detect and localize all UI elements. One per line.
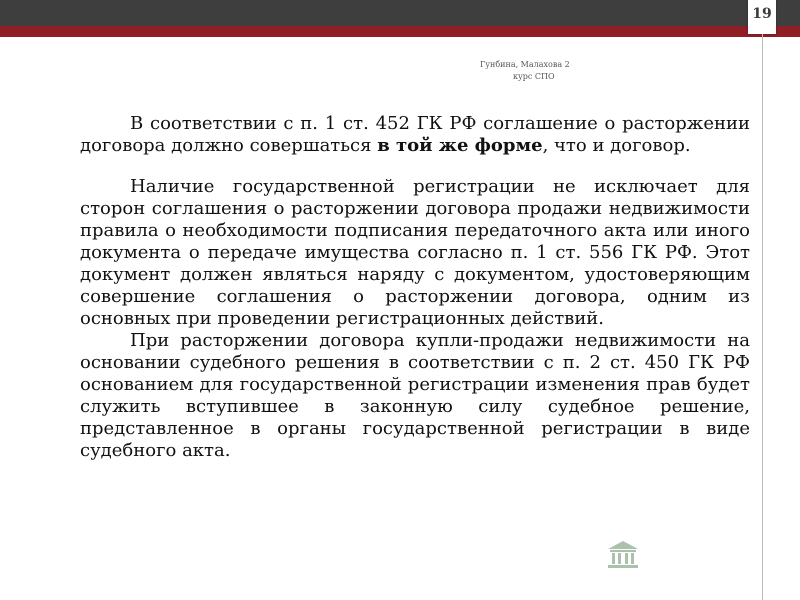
slide-body <box>80 113 750 462</box>
right-margin-line <box>762 34 763 600</box>
author-note <box>455 59 605 83</box>
author-note-line-1: Гунбина, Малахова 2 <box>480 60 570 69</box>
header-accent-band <box>0 26 800 37</box>
paragraph-court-decision: При расторжении договора купли-продажи недвижимости на основании судебного решения в соответствии с п. 2 ст. 450 ГК РФ основанием для государственной регистрации изменения прав будет служить вступившее в законную силу судебное решение, представленное в органы государственной регистрации в виде судебного акта. <box>80 330 750 461</box>
paragraph-form-requirement <box>80 113 750 157</box>
page-number: 19 <box>752 6 772 22</box>
header-dark-band <box>0 0 800 26</box>
author-note-line-2: курс СПО <box>513 72 555 81</box>
paragraph-registration: Наличие государственной регистрации не исключает для сторон соглашения о расторжении договора продажи недвижимости правила о необходимости подписания передаточного акта или иного документа о передаче имущества согласно п. 1 ст. 556 ГК РФ. Этот документ должен являться наряду с документом, удостоверяющим совершение соглашения о расторжении договора, одним из основных при проведении регистрационных действий. <box>80 176 750 329</box>
paragraph-1-end: , что и договор. <box>542 135 691 156</box>
paragraph-1-start: В соответствии с п. 1 ст. 452 ГК РФ соглашение о расторжении договора должно совершаться <box>80 113 750 156</box>
building-watermark-icon <box>606 540 640 570</box>
paragraph-1-emphasis: в той же форме <box>377 135 543 156</box>
page-number-tab <box>748 0 776 34</box>
